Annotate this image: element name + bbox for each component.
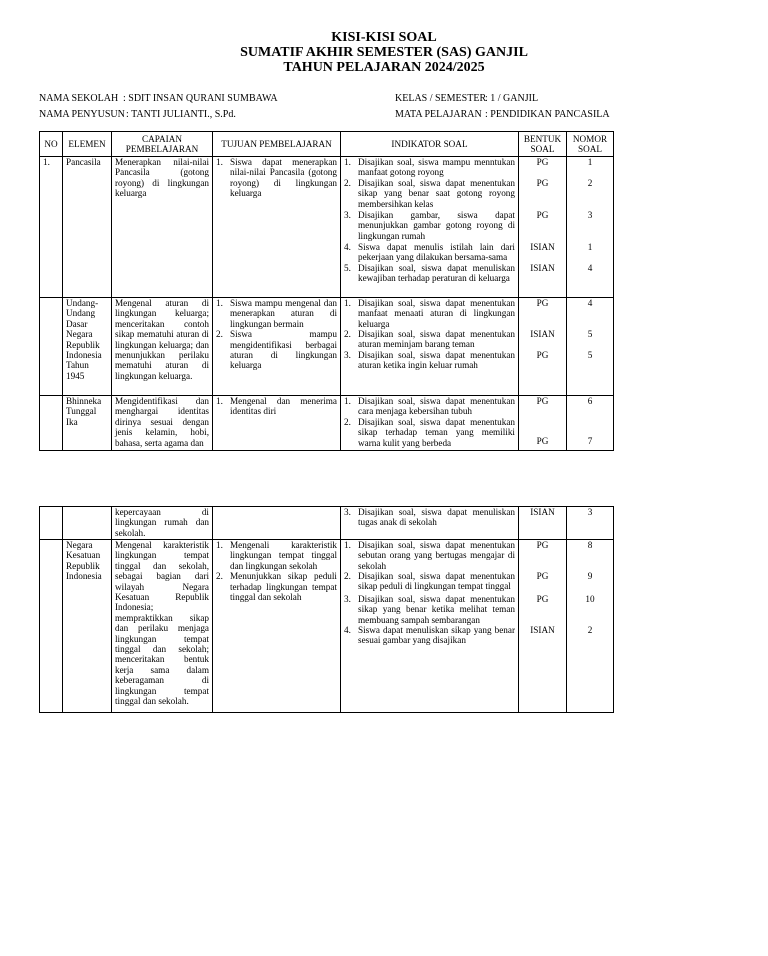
indikator-cell xyxy=(341,540,519,713)
row-number xyxy=(40,396,63,451)
indikator-item: 3. Disajikan soal, siswa dapat menentukan aturan ketika ingin keluar rumah xyxy=(344,350,515,371)
subject-value: : PENDIDIKAN PANCASILA xyxy=(485,109,610,120)
indikator-item: 1. Disajikan soal, siswa dapat menentukan manfaat menaati aturan di lingkungan keluarga xyxy=(344,298,515,329)
row-number: 1. xyxy=(40,157,63,298)
bentuk-cell: PG PG PG ISIAN xyxy=(519,540,567,713)
nomor-cell: 6 7 xyxy=(567,396,614,451)
elemen-cell xyxy=(63,507,112,540)
school-label: NAMA SEKOLAH xyxy=(39,93,119,104)
elemen-cell: Pancasila xyxy=(63,157,112,298)
tp-item: 2. Menunjukkan sikap peduli terhadap lingkungan tempat tinggal dan sekolah xyxy=(216,571,337,603)
header-nomor: NOMOR SOAL xyxy=(567,132,614,157)
indikator-cell xyxy=(341,157,519,298)
table-row xyxy=(40,396,614,451)
class-value: : 1 / GANJIL xyxy=(485,93,539,104)
bentuk-cell: PG PG PG ISIAN ISIAN xyxy=(519,157,567,298)
doc-title: KISI-KISI SOAL xyxy=(331,30,437,45)
tp-item: 1. Siswa mampu mengenal dan menerapkan aturan di lingkungan bermain xyxy=(216,298,337,329)
indikator-item: 1. Disajikan soal, siswa mampu menntukan manfaat gotong royong xyxy=(344,157,515,178)
doc-subtitle: SUMATIF AKHIR SEMESTER (SAS) GANJIL xyxy=(240,45,528,60)
tp-item: 1. Siswa dapat menerapkan nilai-nilai Pancasila (gotong royong) di lingkungan keluarga xyxy=(216,157,337,199)
table-row xyxy=(40,298,614,396)
indikator-item: 5. Disajikan soal, siswa dapat menuliskan kewajiban terhadap peraturan di keluarga xyxy=(344,263,515,284)
row-number xyxy=(40,540,63,713)
cp-cell: Mengidentifikasi dan menghargai identitas dirinya sesuai dengan jenis kelamin, hobi, bahasa, serta agama dan xyxy=(112,396,213,451)
nomor-cell: 3 xyxy=(567,507,614,540)
nomor-cell: 8 9 10 2 xyxy=(567,540,614,713)
elemen-cell: Undang-Undang Dasar Negara Republik Indonesia Tahun 1945 xyxy=(63,298,112,396)
tp-cell xyxy=(213,298,341,396)
indikator-cell xyxy=(341,396,519,451)
nomor-cell: 4 5 5 xyxy=(567,298,614,396)
cp-cell: Mengenal aturan di lingkungan keluarga; menceritakan contoh sikap mematuhi aturan di lingkungan keluarga; dan menunjukkan perilaku mematuhi aturan di lingkungan keluarga. xyxy=(112,298,213,396)
tp-cell xyxy=(213,540,341,713)
cp-cell: Mengenal karakteristik lingkungan tempat tinggal dan sekolah, sebagai bagian dari wilayah Negara Kesatuan Republik Indonesia; mempraktikkan sikap dan perilaku menjaga lingkungan tempat tinggal dan sekolah; menceritakan bentuk kerja sama dalam keberagaman di lingkungan tempat tinggal dan sekolah. xyxy=(112,540,213,713)
elemen-cell: Negara Kesatuan Republik Indonesia xyxy=(63,540,112,713)
bentuk-cell: PG PG xyxy=(519,396,567,451)
subject-info xyxy=(395,109,610,121)
indikator-item: 2. Disajikan soal, siswa dapat menentukan sikap terhadap teman yang memiliki warna kulit yang berbeda xyxy=(344,417,515,448)
grid-table-page-1 xyxy=(39,131,614,451)
bentuk-cell: ISIAN xyxy=(519,507,567,540)
class-label: KELAS / SEMESTER xyxy=(395,93,487,104)
indikator-item: 2. Disajikan soal, siswa dapat menentukan sikap peduli di lingkungan tempat tinggal xyxy=(344,571,515,592)
tp-cell xyxy=(213,157,341,298)
indikator-item: 1. Disajikan soal, siswa dapat menentukan cara menjaga kebersihan tubuh xyxy=(344,396,515,417)
header-elemen: ELEMEN xyxy=(63,132,112,157)
cp-cell: Menerapkan nilai-nilai Pancasila (gotong royong) di lingkungan keluarga xyxy=(112,157,213,298)
nomor-cell: 1 2 3 1 4 xyxy=(567,157,614,298)
subject-label: MATA PELAJARAN xyxy=(395,109,482,120)
tp-cell xyxy=(213,396,341,451)
indikator-item: 4. Siswa dapat menuliskan sikap yang benar sesuai gambar yang disajikan xyxy=(344,625,515,646)
doc-year: TAHUN PELAJARAN 2024/2025 xyxy=(283,60,485,75)
school-value: : SDIT INSAN QURANI SUMBAWA xyxy=(123,93,278,104)
indikator-item: 4. Siswa dapat menulis istilah lain dari pekerjaan yang dilakukan bersama-sama xyxy=(344,242,515,263)
class-info xyxy=(395,93,538,105)
tp-item: 1. Mengenal dan menerima identitas diri xyxy=(216,396,337,417)
table-row xyxy=(40,540,614,713)
indikator-item: 3. Disajikan gambar, siswa dapat menunjukkan gambar gotong royong di lingkungan rumah xyxy=(344,210,515,241)
tp-cell xyxy=(213,507,341,540)
indikator-item: 3. Disajikan soal, siswa dapat menuliskan tugas anak di sekolah xyxy=(344,507,515,528)
author-info xyxy=(39,109,236,121)
cp-cell: kepercayaan di lingkungan rumah dan sekolah. xyxy=(112,507,213,540)
row-number xyxy=(40,507,63,540)
author-label: NAMA PENYUSUN xyxy=(39,109,125,120)
indikator-item: 2. Disajikan soal, siswa dapat menentukan aturan meminjam barang teman xyxy=(344,329,515,350)
indikator-item: 2. Disajikan soal, siswa dapat menentukan sikap yang benar saat gotong royong membersihkan kelas xyxy=(344,178,515,209)
tp-item: 1. Mengenali karakteristik lingkungan tempat tinggal dan lingkungan sekolah xyxy=(216,540,337,571)
row-number xyxy=(40,298,63,396)
indikator-cell xyxy=(341,298,519,396)
school-info xyxy=(39,93,278,105)
indikator-item: 1. Disajikan soal, siswa dapat menentukan sebutan orang yang bertugas mengajar di sekolah xyxy=(344,540,515,571)
header-bentuk: BENTUK SOAL xyxy=(519,132,567,157)
table-row xyxy=(40,507,614,540)
bentuk-cell: PG ISIAN PG xyxy=(519,298,567,396)
indikator-cell xyxy=(341,507,519,540)
tp-item: 2. Siswa mampu mengidentifikasi berbagai aturan di lingkungan keluarga xyxy=(216,329,337,371)
header-no: NO xyxy=(40,132,63,157)
author-value: : TANTI JULIANTI., S.Pd. xyxy=(126,109,236,120)
grid-table-page-2 xyxy=(39,506,614,713)
table-header-row xyxy=(40,132,614,157)
header-cp: CAPAIAN PEMBELAJARAN xyxy=(112,132,213,157)
elemen-cell: Bhinneka Tunggal Ika xyxy=(63,396,112,451)
header-indikator: INDIKATOR SOAL xyxy=(341,132,519,157)
indikator-item: 3. Disajikan soal, siswa dapat menentukan sikap yang benar ketika melihat teman membuang sampah sembarangan xyxy=(344,594,515,625)
header-tp: TUJUAN PEMBELAJARAN xyxy=(213,132,341,157)
table-row xyxy=(40,157,614,298)
